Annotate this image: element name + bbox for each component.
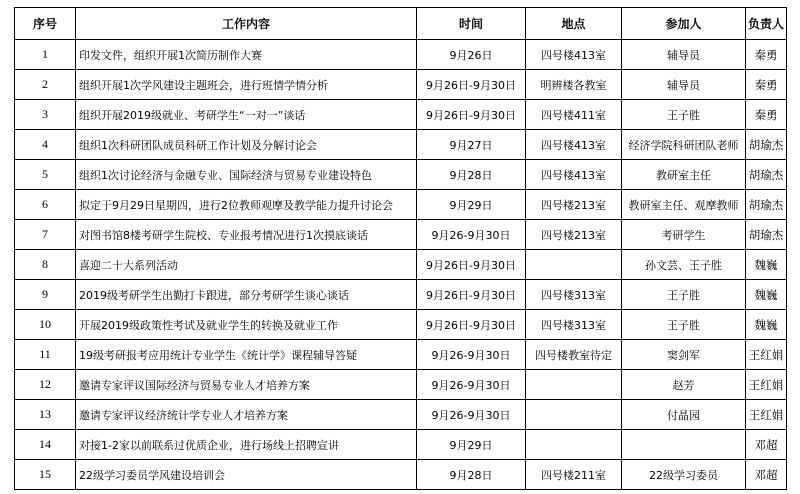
cell-place: [526, 370, 622, 400]
cell-no: 3: [15, 100, 76, 130]
cell-content: 组织1次讨论经济与金融专业、国际经济与贸易专业建设特色: [76, 160, 417, 190]
cell-time: 9月27日: [417, 130, 526, 160]
cell-time: 9月26日-9月30日: [417, 280, 526, 310]
table-row: [15, 280, 787, 310]
cell-owner: 魏巍: [746, 310, 787, 340]
table-row: [15, 220, 787, 250]
table-row: [15, 190, 787, 220]
cell-participants: 22级学习委员: [622, 460, 746, 490]
cell-owner: 邓超: [746, 460, 787, 490]
cell-no: 2: [15, 70, 76, 100]
cell-no: 7: [15, 220, 76, 250]
cell-place: 四号楼213室: [526, 220, 622, 250]
cell-owner: 邓超: [746, 430, 787, 460]
cell-time: 9月26日-9月30日: [417, 250, 526, 280]
cell-place: 四号楼413室: [526, 130, 622, 160]
cell-content: 19级考研报考应用统计专业学生《统计学》课程辅导答疑: [76, 340, 417, 370]
cell-owner: 魏巍: [746, 280, 787, 310]
cell-participants: 考研学生: [622, 220, 746, 250]
table-row: [15, 70, 787, 100]
cell-owner: 秦勇: [746, 100, 787, 130]
cell-participants: 王子胜: [622, 280, 746, 310]
cell-content: 拟定于9月29日星期四，进行2位教师观摩及教学能力提升讨论会: [76, 190, 417, 220]
cell-owner: 胡瑜杰: [746, 160, 787, 190]
table-row: [15, 370, 787, 400]
cell-place: 四号楼413室: [526, 160, 622, 190]
cell-time: 9月26日-9月30日: [417, 310, 526, 340]
cell-content: 对图书馆8楼考研学生院校、专业报考情况进行1次摸底谈话: [76, 220, 417, 250]
cell-place: 四号楼313室: [526, 280, 622, 310]
cell-time: 9月26日: [417, 40, 526, 70]
header-row: [15, 8, 787, 40]
table-row: [15, 130, 787, 160]
schedule-sheet: [14, 7, 787, 490]
table-row: [15, 40, 787, 70]
cell-owner: 胡瑜杰: [746, 220, 787, 250]
table-row: [15, 100, 787, 130]
cell-place: 四号楼213室: [526, 190, 622, 220]
cell-time: 9月26-9月30日: [417, 340, 526, 370]
cell-owner: 王红娟: [746, 340, 787, 370]
cell-no: 14: [15, 430, 76, 460]
cell-no: 12: [15, 370, 76, 400]
cell-participants: 教研室主任、观摩教师: [622, 190, 746, 220]
cell-participants: 王子胜: [622, 310, 746, 340]
cell-content: 喜迎二十大系列活动: [76, 250, 417, 280]
cell-place: 明辨楼各教室: [526, 70, 622, 100]
column-header-content: 工作内容: [76, 8, 417, 40]
cell-no: 6: [15, 190, 76, 220]
column-header-place: 地点: [526, 8, 622, 40]
cell-place: 四号楼211室: [526, 460, 622, 490]
cell-participants: 付晶园: [622, 400, 746, 430]
cell-no: 13: [15, 400, 76, 430]
cell-place: 四号楼413室: [526, 40, 622, 70]
cell-no: 11: [15, 340, 76, 370]
cell-content: 22级学习委员学风建设培训会: [76, 460, 417, 490]
cell-content: 组织开展2019级就业、考研学生“一对一”谈话: [76, 100, 417, 130]
cell-place: 四号楼教室待定: [526, 340, 622, 370]
column-header-no: 序号: [15, 8, 76, 40]
cell-participants: 经济学院科研团队老师: [622, 130, 746, 160]
cell-no: 9: [15, 280, 76, 310]
cell-owner: 胡瑜杰: [746, 190, 787, 220]
cell-no: 4: [15, 130, 76, 160]
cell-no: 15: [15, 460, 76, 490]
cell-time: 9月28日: [417, 460, 526, 490]
table-row: [15, 250, 787, 280]
cell-participants: 教研室主任: [622, 160, 746, 190]
cell-owner: 秦勇: [746, 40, 787, 70]
cell-content: 印发文件，组织开展1次简历制作大赛: [76, 40, 417, 70]
cell-content: 开展2019级政策性考试及就业学生的转换及就业工作: [76, 310, 417, 340]
cell-participants: 辅导员: [622, 40, 746, 70]
cell-place: 四号楼411室: [526, 100, 622, 130]
cell-place: [526, 400, 622, 430]
column-header-participants: 参加人: [622, 8, 746, 40]
cell-time: 9月29日: [417, 430, 526, 460]
cell-place: [526, 430, 622, 460]
cell-time: 9月29日: [417, 190, 526, 220]
cell-owner: 秦勇: [746, 70, 787, 100]
table-row: [15, 340, 787, 370]
column-header-owner: 负责人: [746, 8, 787, 40]
table-row: [15, 310, 787, 340]
table-row: [15, 430, 787, 460]
cell-owner: 王红娟: [746, 400, 787, 430]
cell-time: 9月26-9月30日: [417, 370, 526, 400]
cell-participants: [622, 430, 746, 460]
cell-time: 9月26日-9月30日: [417, 100, 526, 130]
cell-content: 邀请专家评议国际经济与贸易专业人才培养方案: [76, 370, 417, 400]
cell-no: 8: [15, 250, 76, 280]
column-header-time: 时间: [417, 8, 526, 40]
cell-content: 对接1-2家以前联系过优质企业，进行场线上招聘宣讲: [76, 430, 417, 460]
cell-place: 四号楼313室: [526, 310, 622, 340]
cell-no: 10: [15, 310, 76, 340]
cell-owner: 魏巍: [746, 250, 787, 280]
cell-time: 9月26-9月30日: [417, 400, 526, 430]
cell-participants: 王子胜: [622, 100, 746, 130]
cell-participants: 窦剑军: [622, 340, 746, 370]
cell-participants: 辅导员: [622, 70, 746, 100]
cell-owner: 胡瑜杰: [746, 130, 787, 160]
cell-time: 9月28日: [417, 160, 526, 190]
cell-owner: 王红娟: [746, 370, 787, 400]
table-body: [15, 40, 787, 490]
work-schedule-table: [14, 7, 787, 490]
cell-content: 组织开展1次学风建设主题班会，进行班情学情分析: [76, 70, 417, 100]
cell-content: 组织1次科研团队成员科研工作计划及分解讨论会: [76, 130, 417, 160]
cell-time: 9月26日-9月30日: [417, 70, 526, 100]
table-row: [15, 400, 787, 430]
table-row: [15, 160, 787, 190]
cell-no: 1: [15, 40, 76, 70]
cell-place: [526, 250, 622, 280]
cell-participants: 赵芳: [622, 370, 746, 400]
cell-time: 9月26-9月30日: [417, 220, 526, 250]
cell-content: 邀请专家评议经济统计学专业人才培养方案: [76, 400, 417, 430]
table-row: [15, 460, 787, 490]
cell-participants: 孙文芸、王子胜: [622, 250, 746, 280]
cell-content: 2019级考研学生出勤打卡跟进，部分考研学生谈心谈话: [76, 280, 417, 310]
cell-no: 5: [15, 160, 76, 190]
